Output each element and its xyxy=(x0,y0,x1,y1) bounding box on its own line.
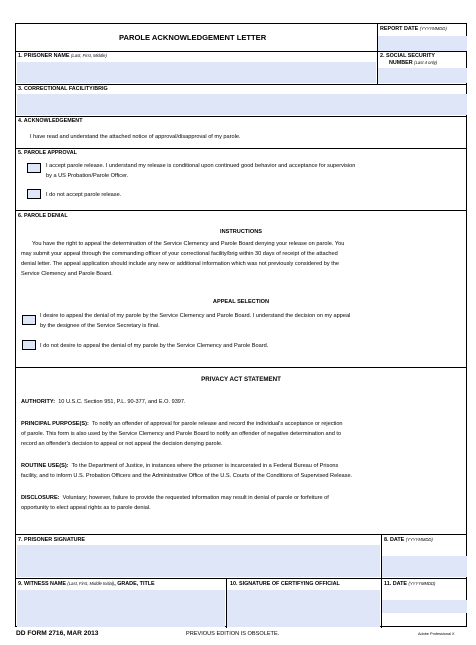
date-8-field[interactable] xyxy=(382,556,467,577)
date-8-label: 8. DATE (YYYYMMDD) xyxy=(384,537,433,543)
no-appeal-text: I do not desire to appeal the denial of my parole by the Service Clemency and Parole Board. xyxy=(40,343,269,349)
principal-purpose-text: PRINCIPAL PURPOSE(S): To notify an offender of approval for parole release and record the individual's acceptance or rejection of parole. This form is also used by the Service Clemency and Parole Board to notify an offender of negative determination and to record an offender's decision to appeal or not appeal the decision denying parole. xyxy=(21,421,343,447)
report-date-field[interactable] xyxy=(378,36,467,51)
facility-field[interactable] xyxy=(17,94,467,115)
facility-label: 3. CORRECTIONAL FACILITY/BRIG xyxy=(18,86,108,92)
edition-note: PREVIOUS EDITION IS OBSOLETE. xyxy=(186,631,280,637)
prisoner-name-label: 1. PRISONER NAME (Last, First, Middle) xyxy=(18,53,107,59)
witness-name-field[interactable] xyxy=(17,590,225,627)
date-11-label: 11. DATE (YYYYMMDD) xyxy=(384,581,436,587)
authority-text: AUTHORITY: 10 U.S.C. Section 951, P.L. 90-377, and E.O. 9397. xyxy=(21,399,186,405)
acknowledgement-label: 4. ACKNOWLEDGEMENT xyxy=(18,118,83,124)
appeal-text: I desire to appeal the denial of my parole by the Service Clemency and Parole Board. I understand the decision on my appeal by the designee of the Service Secretary is final. xyxy=(40,313,351,329)
parole-approval-label: 5. PAROLE APPROVAL xyxy=(18,150,77,156)
form-id: DD FORM 2716, MAR 2013 xyxy=(16,630,99,637)
accept-parole-checkbox[interactable] xyxy=(27,163,41,173)
appeal-selection-heading: APPEAL SELECTION xyxy=(212,299,270,305)
prisoner-signature-field[interactable] xyxy=(17,545,380,577)
acknowledgement-text: I have read and understand the attached notice of approval/disapproval of my parole. xyxy=(30,134,241,140)
parole-denial-label: 6. PAROLE DENIAL xyxy=(18,213,68,219)
parole-form xyxy=(15,23,467,627)
ssn-field[interactable] xyxy=(378,68,467,83)
prisoner-name-field[interactable] xyxy=(17,62,376,83)
appeal-checkbox[interactable] xyxy=(22,315,36,325)
no-appeal-checkbox[interactable] xyxy=(22,340,36,350)
instructions-heading: INSTRUCTIONS xyxy=(220,229,262,235)
form-title: PAROLE ACKNOWLEDGEMENT LETTER xyxy=(119,33,267,42)
certifying-signature-field[interactable] xyxy=(227,590,380,627)
certifying-signature-label: 10. SIGNATURE OF CERTIFYING OFFICIAL xyxy=(230,581,340,587)
instructions-text: You have the right to appeal the determination of the Service Clemency and Parole Board denying your release on parole. You may submit your appeal through the commanding officer of your correctional facility/brig within 30 days of receipt of the attached denial letter. The appeal application should include any new or additional information which was not previously considered by the Service Clemency and Parole Board. xyxy=(21,241,345,277)
date-11-field[interactable] xyxy=(382,600,467,613)
ssn-label: 2. SOCIAL SECURITY xyxy=(380,53,436,59)
decline-parole-checkbox[interactable] xyxy=(27,189,41,199)
routine-use-text: ROUTINE USE(S): To the Department of Justice, in instances where the prisoner is incarcerated in a Federal Bureau of Prisons facility, and to inform U.S. Probation Officers and the Administrative Office of the U.S. Courts of the Conditions of Supervised Release. xyxy=(21,463,353,479)
prisoner-signature-label: 7. PRISONER SIGNATURE xyxy=(18,537,85,543)
witness-name-label: 9. WITNESS NAME (Last, First, Middle Initial), GRADE, TITLE xyxy=(18,581,155,587)
disclosure-text: DISCLOSURE: Voluntary; however, failure to provide the requested information may result in denial of parole or forfeiture of opportunity to elect appeal rights as to parole denial. xyxy=(21,495,329,511)
report-date-label: REPORT DATE (YYYYMMDD) xyxy=(380,26,447,32)
ssn-label-2: NUMBER (Last 4 only) xyxy=(389,60,438,66)
privacy-heading: PRIVACY ACT STATEMENT xyxy=(201,376,281,383)
decline-parole-text: I do not accept parole release. xyxy=(46,192,122,198)
accept-parole-text: I accept parole release. I understand my release is conditional upon continued good behavior and acceptance for supervision by a US Probation/Parole Officer. xyxy=(46,163,356,179)
producer-note: Adobe Professional X xyxy=(418,632,455,636)
